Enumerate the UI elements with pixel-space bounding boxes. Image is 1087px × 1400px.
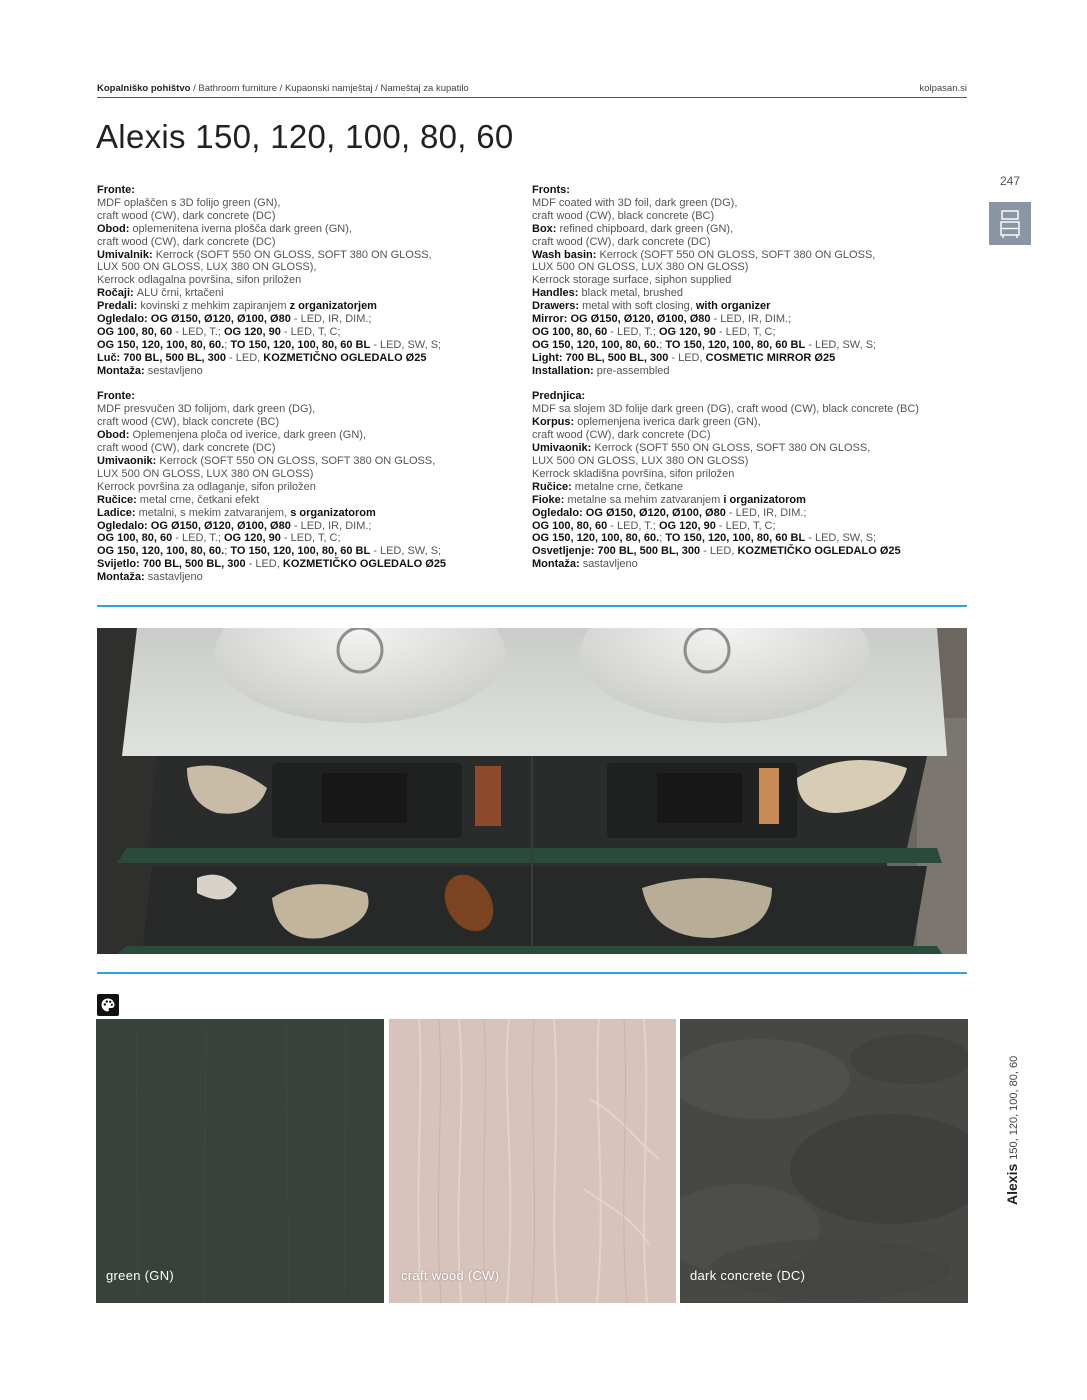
swatch-dark-concrete <box>680 1019 968 1303</box>
spec-key: Umivalnik: <box>97 248 156 261</box>
spec-key: Drawers: <box>532 300 583 313</box>
spec-value: craft wood (CW), black concrete (BC) <box>532 209 715 222</box>
spec-value: - LED, SW, S; <box>805 532 877 545</box>
spec-line <box>532 236 972 249</box>
spec-key: Fronte: <box>97 184 135 196</box>
spec-value: metalne sa mehim zatvaranjem <box>567 493 724 506</box>
divider <box>97 605 967 607</box>
spec-line <box>97 197 527 210</box>
spec-strong: OG 100, 80, 60 <box>532 325 608 338</box>
spec-value: - LED, IR, DIM.; <box>290 519 372 532</box>
spec-key: Ladice: <box>97 506 139 519</box>
spec-line <box>97 532 527 545</box>
spec-value: Kerrock (SOFT 550 ON GLOSS, SOFT 380 ON GLOSS, <box>599 248 876 261</box>
spec-value: ; <box>224 545 231 558</box>
spec-strong: OG 120, 90 <box>658 325 716 338</box>
product-title: Alexis 150, 120, 100, 80, 60 <box>96 118 514 155</box>
side-product-name: Alexis <box>1004 1163 1020 1205</box>
spec-value: - LED, <box>226 351 264 364</box>
spec-value: sestavljeno <box>147 364 203 377</box>
spec-value: refined chipboard, dark green (GN), <box>559 222 734 235</box>
spec-value: craft wood (CW), dark concrete (DC) <box>97 442 276 455</box>
spec-value: metal with soft closing, <box>582 300 696 313</box>
spec-line <box>532 313 972 326</box>
spec-strong: Svijetlo: 700 BL, 500 BL, 300 <box>97 558 246 571</box>
spec-line <box>532 442 972 455</box>
spec-strong: i organizatorom <box>723 493 806 506</box>
side-product-sizes: 150, 120, 100, 80, 60 <box>1008 1055 1020 1160</box>
spec-value: ALU črni, krtačeni <box>136 287 224 300</box>
spec-key: Ročaji: <box>97 287 137 300</box>
spec-value: - LED, T.; <box>607 519 659 532</box>
spec-line <box>97 494 527 507</box>
spec-key: Ručice: <box>97 493 140 506</box>
spec-key: Ručice: <box>532 480 575 493</box>
spec-line <box>97 339 527 352</box>
spec-value: - LED, IR, DIM.; <box>290 313 372 326</box>
spec-line <box>532 481 972 494</box>
spec-strong: OG 100, 80, 60 <box>532 519 608 532</box>
spec-value: - LED, SW, S; <box>370 338 442 351</box>
specs-right-column <box>532 184 972 584</box>
spec-line <box>97 455 527 468</box>
spec-value: metal crne, četkani efekt <box>139 493 260 506</box>
spec-key: Obod: <box>97 222 133 235</box>
spec-strong: KOZMETIČKO OGLEDALO Ø25 <box>282 558 447 571</box>
spec-line <box>97 481 527 494</box>
spec-line <box>532 365 972 378</box>
swatch-label: green (GN) <box>106 1268 175 1283</box>
spec-value: oplemenitena iverna plošča dark green (GN), <box>132 222 352 235</box>
spec-line <box>532 494 972 507</box>
spec-value: Kerrock odlagalna površina, sifon priložen <box>97 274 302 287</box>
breadcrumb-translations: / Bathroom furniture / Kupaonski namještaj / Nameštaj za kupatilo <box>190 83 469 94</box>
spec-strong: OG 100, 80, 60 <box>97 325 173 338</box>
product-photo <box>97 628 967 954</box>
spec-line <box>532 352 972 365</box>
spec-value: Kerrock skladišna površina, sifon priložen <box>532 467 735 480</box>
spec-line <box>532 339 972 352</box>
spec-key: Fioke: <box>532 493 568 506</box>
spec-strong: TO 150, 120, 100, 80, 60 BL <box>665 338 806 351</box>
spec-value: craft wood (CW), dark concrete (DC) <box>532 429 711 442</box>
spec-strong: Ogledalo: OG Ø150, Ø120, Ø100, Ø80 <box>97 519 291 532</box>
spec-key: Obod: <box>97 429 133 442</box>
spec-key: Installation: <box>532 364 597 377</box>
spec-key: Montaža: <box>97 364 148 377</box>
spec-block <box>532 390 972 571</box>
breadcrumb <box>97 83 469 94</box>
spec-value: - LED, T, C; <box>715 519 776 532</box>
spec-strong: OG 120, 90 <box>223 532 281 545</box>
swatch-label: dark concrete (DC) <box>690 1268 806 1283</box>
spec-value: craft wood (CW), dark concrete (DC) <box>97 209 276 222</box>
spec-value: - LED, IR, DIM.; <box>710 313 792 326</box>
spec-line <box>532 300 972 313</box>
spec-value: Kerrock (SOFT 550 ON GLOSS, SOFT 380 ON GLOSS, <box>594 442 871 455</box>
spec-line <box>532 274 972 287</box>
spec-value: Kerrock površina za odlaganje, sifon priložen <box>97 480 316 493</box>
spec-line <box>97 326 527 339</box>
spec-line <box>97 571 527 584</box>
vanity-cabinet-icon <box>989 202 1031 245</box>
spec-strong: TO 150, 120, 100, 80, 60 BL <box>230 338 371 351</box>
spec-value: MDF coated with 3D foil, dark green (DG), <box>532 196 738 209</box>
spec-value: black metal, brushed <box>581 287 684 300</box>
swatch-green <box>96 1019 384 1303</box>
page-header <box>97 83 967 98</box>
spec-value: - LED, T.; <box>607 325 659 338</box>
spec-value: - LED, <box>668 351 706 364</box>
spec-key: Handles: <box>532 287 582 300</box>
spec-line <box>97 545 527 558</box>
spec-value: oplemenjena iverica dark green (GN), <box>577 416 761 429</box>
spec-strong: OG 120, 90 <box>223 325 281 338</box>
spec-value: MDF sa slojem 3D folije dark green (DG), craft wood (CW), black concrete (BC) <box>532 403 919 416</box>
spec-value: - LED, SW, S; <box>805 338 877 351</box>
spec-strong: OG 150, 120, 100, 80, 60. <box>532 532 660 545</box>
spec-line <box>532 390 972 403</box>
spec-value: craft wood (CW), black concrete (BC) <box>97 416 280 429</box>
spec-line <box>97 416 527 429</box>
spec-line <box>532 455 972 468</box>
spec-value: MDF oplaščen s 3D folijo green (GN), <box>97 196 281 209</box>
side-product-label <box>1004 1056 1020 1205</box>
spec-line <box>97 558 527 571</box>
spec-key: Montaža: <box>97 571 148 584</box>
spec-strong: Light: 700 BL, 500 BL, 300 <box>532 351 669 364</box>
spec-line <box>97 210 527 223</box>
spec-value: - LED, T, C; <box>715 325 776 338</box>
spec-value: - LED, T.; <box>172 325 224 338</box>
spec-key: Prednjica: <box>532 390 586 403</box>
spec-value: Kerrock (SOFT 550 ON GLOSS, SOFT 380 ON GLOSS, <box>155 248 432 261</box>
swatch-craft-wood <box>389 1019 676 1303</box>
spec-key: Box: <box>532 222 560 235</box>
spec-key: Korpus: <box>532 416 578 429</box>
spec-value: Kerrock storage surface, siphon supplied <box>532 274 732 287</box>
spec-value: Oplemenjena ploča od iverice, dark green (GN), <box>132 429 366 442</box>
spec-value: - LED, IR, DIM.; <box>725 506 807 519</box>
spec-block <box>532 184 972 378</box>
spec-strong: Luč: 700 BL, 500 BL, 300 <box>97 351 226 364</box>
spec-strong: Osvetljenje: 700 BL, 500 BL, 300 <box>532 545 701 558</box>
spec-line <box>97 261 527 274</box>
spec-value: ; <box>224 338 231 351</box>
spec-value: LUX 500 ON GLOSS, LUX 380 ON GLOSS) <box>97 467 314 480</box>
spec-key: Fronte: <box>97 390 135 403</box>
spec-strong: s organizatorom <box>290 506 376 519</box>
spec-key: Wash basin: <box>532 248 600 261</box>
page-number: 247 <box>1000 174 1021 188</box>
spec-strong: KOZMETIČKO OGLEDALO Ø25 <box>737 545 901 558</box>
spec-line <box>532 520 972 533</box>
spec-strong: OG 100, 80, 60 <box>97 532 173 545</box>
spec-value: ; <box>659 338 666 351</box>
spec-line <box>532 184 972 197</box>
spec-value: craft wood (CW), dark concrete (DC) <box>97 235 276 248</box>
spec-value: - LED, T.; <box>172 532 224 545</box>
spec-strong: z organizatorjem <box>289 300 377 313</box>
spec-line <box>532 223 972 236</box>
spec-key: Fronts: <box>532 184 570 196</box>
spec-key: Umivaonik: <box>97 455 160 468</box>
breadcrumb-category: Kopalniško pohištvo <box>97 83 191 94</box>
spec-line <box>532 287 972 300</box>
spec-value: LUX 500 ON GLOSS, LUX 380 ON GLOSS) <box>532 455 749 468</box>
spec-line <box>97 442 527 455</box>
spec-line <box>97 236 527 249</box>
spec-value: - LED, SW, S; <box>370 545 442 558</box>
spec-value: - LED, T, C; <box>280 532 341 545</box>
spec-line <box>97 287 527 300</box>
spec-line <box>97 223 527 236</box>
spec-line <box>532 532 972 545</box>
spec-line <box>97 429 527 442</box>
spec-block <box>97 390 527 584</box>
divider <box>97 972 967 974</box>
spec-line <box>97 468 527 481</box>
spec-value: craft wood (CW), dark concrete (DC) <box>532 235 711 248</box>
spec-value: Kerrock (SOFT 550 ON GLOSS, SOFT 380 ON GLOSS, <box>159 455 436 468</box>
spec-value: LUX 500 ON GLOSS, LUX 380 ON GLOSS), <box>97 261 317 274</box>
spec-line <box>532 326 972 339</box>
spec-value: - LED, T, C; <box>280 325 341 338</box>
spec-line <box>97 507 527 520</box>
spec-key: Predali: <box>97 300 141 313</box>
spec-line <box>97 184 527 197</box>
spec-key: Montaža: <box>532 558 583 571</box>
spec-line <box>532 545 972 558</box>
spec-line <box>532 210 972 223</box>
spec-strong: TO 150, 120, 100, 80, 60 BL <box>230 545 371 558</box>
spec-key: Umivaonik: <box>532 442 595 455</box>
spec-strong: Ogledalo: OG Ø150, Ø120, Ø100, Ø80 <box>97 313 291 326</box>
category-tab <box>989 202 1031 245</box>
spec-line <box>532 416 972 429</box>
palette-icon <box>97 994 119 1016</box>
spec-strong: OG 150, 120, 100, 80, 60. <box>97 545 225 558</box>
spec-block <box>97 184 527 378</box>
spec-strong: KOZMETIČNO OGLEDALO Ø25 <box>263 351 427 364</box>
spec-line <box>532 249 972 262</box>
spec-value: - LED, <box>245 558 283 571</box>
spec-line <box>532 197 972 210</box>
spec-line <box>97 520 527 533</box>
spec-strong: with organizer <box>695 300 771 313</box>
spec-strong: OG 150, 120, 100, 80, 60. <box>97 338 225 351</box>
spec-line <box>97 403 527 416</box>
spec-line <box>97 390 527 403</box>
spec-value: ; <box>659 532 666 545</box>
spec-value: metalni, s mekim zatvaranjem, <box>138 506 291 519</box>
spec-strong: OG 120, 90 <box>658 519 716 532</box>
spec-value: - LED, <box>700 545 738 558</box>
spec-strong: Ogledalo: OG Ø150, Ø120, Ø100, Ø80 <box>532 506 726 519</box>
spec-line <box>532 507 972 520</box>
spec-line <box>532 261 972 274</box>
spec-strong: TO 150, 120, 100, 80, 60 BL <box>665 532 806 545</box>
spec-line <box>532 468 972 481</box>
spec-strong: COSMETIC MIRROR Ø25 <box>705 351 836 364</box>
spec-line <box>97 249 527 262</box>
spec-line <box>97 274 527 287</box>
spec-value: sastavljeno <box>147 571 203 584</box>
spec-value: LUX 500 ON GLOSS, LUX 380 ON GLOSS) <box>532 261 749 274</box>
spec-value: kovinski z mehkim zapiranjem <box>140 300 290 313</box>
spec-line <box>97 365 527 378</box>
specs-left-column <box>97 184 527 597</box>
spec-line <box>532 558 972 571</box>
swatch-label: craft wood (CW) <box>401 1268 500 1283</box>
spec-value: sastavljeno <box>582 558 638 571</box>
spec-line <box>97 313 527 326</box>
spec-line <box>97 352 527 365</box>
spec-line <box>532 403 972 416</box>
site-url[interactable]: kolpasan.si <box>919 83 967 94</box>
spec-line <box>532 429 972 442</box>
spec-line <box>97 300 527 313</box>
spec-strong: Mirror: OG Ø150, Ø120, Ø100, Ø80 <box>532 313 711 326</box>
spec-value: MDF presvučen 3D folijom, dark green (DG), <box>97 403 316 416</box>
spec-strong: OG 150, 120, 100, 80, 60. <box>532 338 660 351</box>
spec-value: pre-assembled <box>596 364 670 377</box>
spec-value: metalne crne, četkane <box>574 480 684 493</box>
